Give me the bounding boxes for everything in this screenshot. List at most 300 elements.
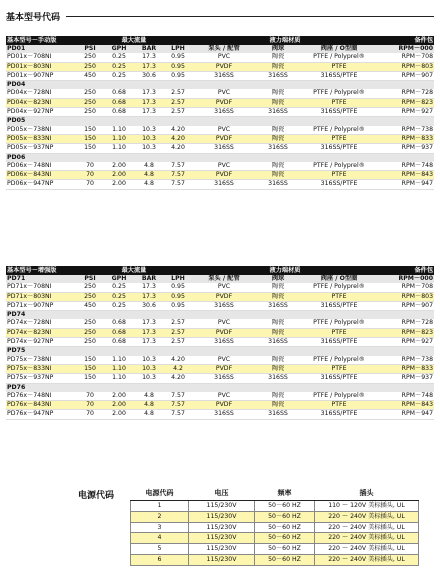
cell-head-tube: PVDF <box>192 292 256 301</box>
table-row <box>6 171 434 180</box>
table-row <box>6 62 434 71</box>
table-row <box>6 328 434 337</box>
cell-gph: 2.00 <box>104 162 134 171</box>
cell-seat-oring: PTFE / Polyprel® <box>300 319 378 328</box>
cell-psi: 250 <box>76 53 104 62</box>
cell-head-tube: 316SS <box>192 301 256 310</box>
cell-bar: 4.8 <box>134 180 164 189</box>
header-model: 基本型号－手动版 <box>6 36 76 45</box>
table-subheader-row <box>6 45 434 53</box>
cell-seat-oring: PTFE <box>300 134 378 143</box>
cell-gph: 0.25 <box>104 71 134 80</box>
cell-spare-kit: RPM－937 <box>378 144 434 153</box>
cell-gph: 0.25 <box>104 283 134 292</box>
power-code-title: 电源代码 <box>78 491 115 501</box>
section-title-text: 基本型号代码 <box>6 13 61 23</box>
power-cell-power-code: 2 <box>131 511 189 522</box>
cell-psi: 150 <box>76 356 104 365</box>
cell-bar: 17.3 <box>134 292 164 301</box>
subheader-spare-kit: RPM－000 <box>378 45 434 53</box>
cell-psi: 150 <box>76 134 104 143</box>
cell-ball: 陶瓷 <box>256 134 300 143</box>
table-row <box>6 180 434 189</box>
table-row <box>6 356 434 365</box>
power-cell-power-code: 1 <box>131 501 189 512</box>
header-spare-kit: 备件包 <box>378 266 434 275</box>
cell-lph: 0.95 <box>164 53 192 62</box>
cell-spare-kit: RPM－748 <box>378 392 434 401</box>
cell-ball: 陶瓷 <box>256 328 300 337</box>
cell-seat-oring: PTFE / Polyprel® <box>300 392 378 401</box>
cell-lph: 2.57 <box>164 338 192 347</box>
cell-head-tube: 316SS <box>192 338 256 347</box>
cell-bar: 17.3 <box>134 283 164 292</box>
table-row <box>6 162 434 171</box>
cell-psi: 450 <box>76 71 104 80</box>
subheader-head-tube: 泵头 / 配管 <box>192 45 256 53</box>
cell-gph: 2.00 <box>104 180 134 189</box>
cell-ball: 316SS <box>256 374 300 383</box>
power-cell-power-code: 5 <box>131 544 189 555</box>
cell-ball: 316SS <box>256 301 300 310</box>
cell-model: PD06x－843NI <box>6 171 76 180</box>
group-row <box>6 117 434 126</box>
cell-model: PD06x－748NI <box>6 162 76 171</box>
cell-seat-oring: PTFE <box>300 364 378 373</box>
cell-psi: 250 <box>76 328 104 337</box>
cell-lph: 7.57 <box>164 401 192 410</box>
cell-head-tube: PVC <box>192 319 256 328</box>
cell-spare-kit: RPM－708 <box>378 53 434 62</box>
cell-head-tube: PVDF <box>192 98 256 107</box>
cell-spare-kit: RPM－823 <box>378 328 434 337</box>
cell-ball: 316SS <box>256 71 300 80</box>
cell-bar: 10.3 <box>134 356 164 365</box>
power-cell-voltage: 115/230V <box>189 511 255 522</box>
power-row <box>131 533 419 544</box>
cell-lph: 0.95 <box>164 283 192 292</box>
cell-model: PD75x－738NI <box>6 356 76 365</box>
cell-ball: 陶瓷 <box>256 126 300 135</box>
cell-gph: 0.68 <box>104 319 134 328</box>
table-row <box>6 401 434 410</box>
cell-head-tube: PVC <box>192 126 256 135</box>
power-header-power-code: 电源代码 <box>131 488 189 501</box>
cell-ball: 316SS <box>256 108 300 117</box>
table-row <box>6 144 434 153</box>
cell-seat-oring: 316SS/PTFE <box>300 144 378 153</box>
cell-bar: 4.8 <box>134 162 164 171</box>
power-cell-plug: 110 ～ 120V 美标插头, UL <box>315 501 419 512</box>
subheader-seat-oring: 阀座 / O型圈 <box>300 275 378 283</box>
cell-gph: 1.10 <box>104 134 134 143</box>
cell-model: PD06x－947NP <box>6 180 76 189</box>
cell-psi: 70 <box>76 180 104 189</box>
cell-gph: 0.25 <box>104 292 134 301</box>
power-row <box>131 554 419 565</box>
cell-seat-oring: 316SS/PTFE <box>300 301 378 310</box>
cell-lph: 0.95 <box>164 71 192 80</box>
table-header-row <box>6 36 434 45</box>
power-header-plug: 插头 <box>315 488 419 501</box>
subheader-psi: PSI <box>76 275 104 283</box>
cell-lph: 2.57 <box>164 108 192 117</box>
subheader-spare-kit: RPM－000 <box>378 275 434 283</box>
cell-lph: 4.2 <box>164 364 192 373</box>
title-rule <box>66 16 434 17</box>
cell-model: PD75x－937NP <box>6 374 76 383</box>
cell-bar: 4.8 <box>134 410 164 419</box>
table-row <box>6 134 434 143</box>
header-liquid-end-material: 液力端材质 <box>192 36 378 45</box>
cell-spare-kit: RPM－833 <box>378 364 434 373</box>
power-row <box>131 544 419 555</box>
cell-head-tube: PVDF <box>192 364 256 373</box>
cell-lph: 4.20 <box>164 374 192 383</box>
power-row <box>131 522 419 533</box>
cell-ball: 陶瓷 <box>256 364 300 373</box>
cell-model: PD74x－823NI <box>6 328 76 337</box>
enhanced-model-table <box>6 266 434 420</box>
section-title <box>6 10 434 23</box>
cell-model: PD76x－947NP <box>6 410 76 419</box>
power-cell-voltage: 115/230V <box>189 501 255 512</box>
cell-seat-oring: PTFE / Polyprel® <box>300 126 378 135</box>
cell-bar: 30.6 <box>134 301 164 310</box>
cell-psi: 250 <box>76 98 104 107</box>
group-label: PD04 <box>6 81 434 90</box>
cell-head-tube: PVDF <box>192 134 256 143</box>
cell-seat-oring: PTFE / Polyprel® <box>300 53 378 62</box>
header-max-flow: 最大流量 <box>76 266 192 275</box>
table-row <box>6 319 434 328</box>
cell-psi: 250 <box>76 283 104 292</box>
cell-ball: 陶瓷 <box>256 53 300 62</box>
power-cell-frequency: 50－60 HZ <box>255 554 315 565</box>
power-cell-frequency: 50－60 HZ <box>255 544 315 555</box>
cell-psi: 250 <box>76 338 104 347</box>
manual-model-table <box>6 36 434 190</box>
cell-psi: 70 <box>76 410 104 419</box>
cell-model: PD74x－927NP <box>6 338 76 347</box>
cell-bar: 17.3 <box>134 108 164 117</box>
cell-gph: 0.68 <box>104 108 134 117</box>
group-label: PD05 <box>6 117 434 126</box>
cell-seat-oring: PTFE <box>300 171 378 180</box>
group-row <box>6 347 434 356</box>
cell-psi: 150 <box>76 144 104 153</box>
subheader-model: PD01 <box>6 45 76 53</box>
cell-head-tube: 316SS <box>192 108 256 117</box>
subheader-lph: LPH <box>164 275 192 283</box>
cell-lph: 2.57 <box>164 89 192 98</box>
power-row <box>131 501 419 512</box>
cell-ball: 陶瓷 <box>256 283 300 292</box>
cell-bar: 17.3 <box>134 98 164 107</box>
cell-seat-oring: PTFE <box>300 98 378 107</box>
power-cell-plug: 220 ～ 240V 美标插头, UL <box>315 533 419 544</box>
cell-psi: 70 <box>76 401 104 410</box>
cell-bar: 4.8 <box>134 171 164 180</box>
cell-spare-kit: RPM－937 <box>378 374 434 383</box>
group-label: PD06 <box>6 153 434 162</box>
cell-gph: 2.00 <box>104 410 134 419</box>
cell-ball: 陶瓷 <box>256 392 300 401</box>
cell-model: PD75x－833NI <box>6 364 76 373</box>
power-row <box>131 511 419 522</box>
cell-spare-kit: RPM－738 <box>378 126 434 135</box>
enhanced-table-body <box>6 266 434 419</box>
cell-lph: 0.95 <box>164 292 192 301</box>
power-cell-frequency: 50－60 HZ <box>255 511 315 522</box>
power-cell-frequency: 50－60 HZ <box>255 522 315 533</box>
cell-lph: 7.57 <box>164 410 192 419</box>
cell-head-tube: PVDF <box>192 171 256 180</box>
cell-model: PD04x－823NI <box>6 98 76 107</box>
cell-psi: 150 <box>76 364 104 373</box>
cell-gph: 2.00 <box>104 401 134 410</box>
cell-gph: 1.10 <box>104 126 134 135</box>
cell-bar: 10.3 <box>134 126 164 135</box>
subheader-ball: 阀球 <box>256 275 300 283</box>
table-subheader-row <box>6 275 434 283</box>
table-row <box>6 108 434 117</box>
table-header-row <box>6 266 434 275</box>
cell-psi: 250 <box>76 319 104 328</box>
power-cell-voltage: 115/230V <box>189 554 255 565</box>
cell-spare-kit: RPM－907 <box>378 301 434 310</box>
cell-psi: 70 <box>76 162 104 171</box>
cell-spare-kit: RPM－803 <box>378 62 434 71</box>
cell-spare-kit: RPM－833 <box>378 134 434 143</box>
group-row <box>6 383 434 392</box>
header-max-flow: 最大流量 <box>76 36 192 45</box>
group-label: PD75 <box>6 347 434 356</box>
cell-lph: 7.57 <box>164 162 192 171</box>
cell-head-tube: 316SS <box>192 71 256 80</box>
subheader-bar: BAR <box>134 275 164 283</box>
cell-lph: 7.57 <box>164 180 192 189</box>
subheader-seat-oring: 阀座 / O型圈 <box>300 45 378 53</box>
cell-model: PD76x－843NI <box>6 401 76 410</box>
cell-model: PD71x－907NP <box>6 301 76 310</box>
subheader-head-tube: 泵头 / 配管 <box>192 275 256 283</box>
cell-bar: 4.8 <box>134 401 164 410</box>
cell-model: PD05x－937NP <box>6 144 76 153</box>
group-row <box>6 153 434 162</box>
cell-gph: 0.25 <box>104 62 134 71</box>
cell-lph: 2.57 <box>164 319 192 328</box>
cell-head-tube: 316SS <box>192 410 256 419</box>
power-header-voltage: 电压 <box>189 488 255 501</box>
power-cell-voltage: 115/230V <box>189 544 255 555</box>
cell-psi: 250 <box>76 89 104 98</box>
cell-ball: 陶瓷 <box>256 356 300 365</box>
cell-gph: 0.68 <box>104 328 134 337</box>
cell-ball: 陶瓷 <box>256 401 300 410</box>
power-cell-power-code: 3 <box>131 522 189 533</box>
cell-ball: 316SS <box>256 410 300 419</box>
cell-ball: 316SS <box>256 144 300 153</box>
cell-spare-kit: RPM－748 <box>378 162 434 171</box>
subheader-gph: GPH <box>104 275 134 283</box>
table-row <box>6 89 434 98</box>
subheader-bar: BAR <box>134 45 164 53</box>
cell-seat-oring: 316SS/PTFE <box>300 338 378 347</box>
cell-head-tube: 316SS <box>192 374 256 383</box>
cell-model: PD01x－907NP <box>6 71 76 80</box>
power-code-table <box>130 488 419 566</box>
cell-gph: 2.00 <box>104 392 134 401</box>
cell-bar: 17.3 <box>134 89 164 98</box>
cell-spare-kit: RPM－728 <box>378 89 434 98</box>
cell-bar: 10.3 <box>134 144 164 153</box>
cell-seat-oring: PTFE / Polyprel® <box>300 89 378 98</box>
cell-psi: 250 <box>76 108 104 117</box>
table-row <box>6 53 434 62</box>
cell-bar: 10.3 <box>134 374 164 383</box>
table-row <box>6 71 434 80</box>
cell-head-tube: PVC <box>192 392 256 401</box>
header-model: 基本型号－增强版 <box>6 266 76 275</box>
cell-lph: 2.57 <box>164 98 192 107</box>
power-cell-voltage: 115/230V <box>189 533 255 544</box>
cell-psi: 450 <box>76 301 104 310</box>
subheader-lph: LPH <box>164 45 192 53</box>
cell-lph: 4.20 <box>164 134 192 143</box>
power-cell-plug: 220 ～ 240V 美标插头, UL <box>315 544 419 555</box>
cell-model: PD04x－927NP <box>6 108 76 117</box>
cell-seat-oring: PTFE <box>300 328 378 337</box>
cell-seat-oring: 316SS/PTFE <box>300 180 378 189</box>
cell-head-tube: PVC <box>192 162 256 171</box>
cell-spare-kit: RPM－843 <box>378 401 434 410</box>
cell-bar: 30.6 <box>134 71 164 80</box>
cell-gph: 0.25 <box>104 301 134 310</box>
cell-lph: 7.57 <box>164 171 192 180</box>
table-row <box>6 364 434 373</box>
cell-psi: 70 <box>76 171 104 180</box>
cell-head-tube: PVC <box>192 356 256 365</box>
cell-spare-kit: RPM－927 <box>378 338 434 347</box>
subheader-psi: PSI <box>76 45 104 53</box>
cell-ball: 陶瓷 <box>256 89 300 98</box>
cell-gph: 1.10 <box>104 356 134 365</box>
cell-gph: 1.10 <box>104 364 134 373</box>
power-cell-plug: 220 ～ 240V 美标插头, UL <box>315 554 419 565</box>
cell-head-tube: 316SS <box>192 180 256 189</box>
subheader-ball: 阀球 <box>256 45 300 53</box>
cell-lph: 4.20 <box>164 126 192 135</box>
cell-ball: 316SS <box>256 338 300 347</box>
cell-model: PD71x－803NI <box>6 292 76 301</box>
cell-psi: 70 <box>76 392 104 401</box>
power-cell-power-code: 6 <box>131 554 189 565</box>
table-row <box>6 98 434 107</box>
cell-gph: 1.10 <box>104 374 134 383</box>
cell-bar: 17.3 <box>134 328 164 337</box>
cell-bar: 17.3 <box>134 319 164 328</box>
power-cell-plug: 220 ～ 240V 美标插头, UL <box>315 522 419 533</box>
cell-head-tube: 316SS <box>192 144 256 153</box>
cell-ball: 陶瓷 <box>256 162 300 171</box>
power-cell-power-code: 4 <box>131 533 189 544</box>
cell-spare-kit: RPM－728 <box>378 319 434 328</box>
cell-model: PD01x－708NI <box>6 53 76 62</box>
table-row <box>6 374 434 383</box>
cell-head-tube: PVC <box>192 283 256 292</box>
table-row <box>6 338 434 347</box>
cell-ball: 陶瓷 <box>256 62 300 71</box>
cell-bar: 17.3 <box>134 62 164 71</box>
group-row <box>6 81 434 90</box>
cell-lph: 4.20 <box>164 356 192 365</box>
cell-lph: 0.95 <box>164 301 192 310</box>
cell-seat-oring: 316SS/PTFE <box>300 410 378 419</box>
cell-psi: 250 <box>76 62 104 71</box>
cell-psi: 150 <box>76 374 104 383</box>
cell-gph: 2.00 <box>104 171 134 180</box>
group-label: PD74 <box>6 311 434 320</box>
cell-spare-kit: RPM－738 <box>378 356 434 365</box>
header-spare-kit: 备件包 <box>378 36 434 45</box>
manual-table-body <box>6 36 434 189</box>
cell-seat-oring: PTFE / Polyprel® <box>300 283 378 292</box>
power-header-frequency: 频率 <box>255 488 315 501</box>
subheader-model: PD71 <box>6 275 76 283</box>
cell-spare-kit: RPM－927 <box>378 108 434 117</box>
cell-gph: 1.10 <box>104 144 134 153</box>
cell-ball: 陶瓷 <box>256 98 300 107</box>
cell-spare-kit: RPM－947 <box>378 180 434 189</box>
cell-gph: 0.68 <box>104 338 134 347</box>
cell-head-tube: PVDF <box>192 401 256 410</box>
power-cell-voltage: 115/230V <box>189 522 255 533</box>
cell-bar: 4.8 <box>134 392 164 401</box>
cell-model: PD05x－833NI <box>6 134 76 143</box>
cell-head-tube: PVDF <box>192 328 256 337</box>
cell-seat-oring: PTFE <box>300 292 378 301</box>
cell-bar: 10.3 <box>134 364 164 373</box>
cell-seat-oring: PTFE <box>300 62 378 71</box>
cell-head-tube: PVDF <box>192 62 256 71</box>
cell-psi: 250 <box>76 292 104 301</box>
cell-bar: 17.3 <box>134 53 164 62</box>
cell-model: PD71x－708NI <box>6 283 76 292</box>
cell-bar: 10.3 <box>134 134 164 143</box>
cell-seat-oring: PTFE <box>300 401 378 410</box>
table-row <box>6 392 434 401</box>
cell-gph: 0.68 <box>104 89 134 98</box>
power-cell-plug: 220 ～ 240V 美标插头, UL <box>315 511 419 522</box>
cell-seat-oring: 316SS/PTFE <box>300 71 378 80</box>
cell-seat-oring: PTFE / Polyprel® <box>300 356 378 365</box>
cell-ball: 陶瓷 <box>256 319 300 328</box>
cell-model: PD04x－728NI <box>6 89 76 98</box>
power-cell-frequency: 50－60 HZ <box>255 533 315 544</box>
table-row <box>6 283 434 292</box>
cell-psi: 150 <box>76 126 104 135</box>
table-row <box>6 301 434 310</box>
cell-model: PD01x－803NI <box>6 62 76 71</box>
table-row <box>6 126 434 135</box>
cell-head-tube: PVC <box>192 89 256 98</box>
cell-spare-kit: RPM－947 <box>378 410 434 419</box>
cell-spare-kit: RPM－708 <box>378 283 434 292</box>
cell-model: PD05x－738NI <box>6 126 76 135</box>
cell-seat-oring: 316SS/PTFE <box>300 108 378 117</box>
cell-gph: 0.25 <box>104 53 134 62</box>
